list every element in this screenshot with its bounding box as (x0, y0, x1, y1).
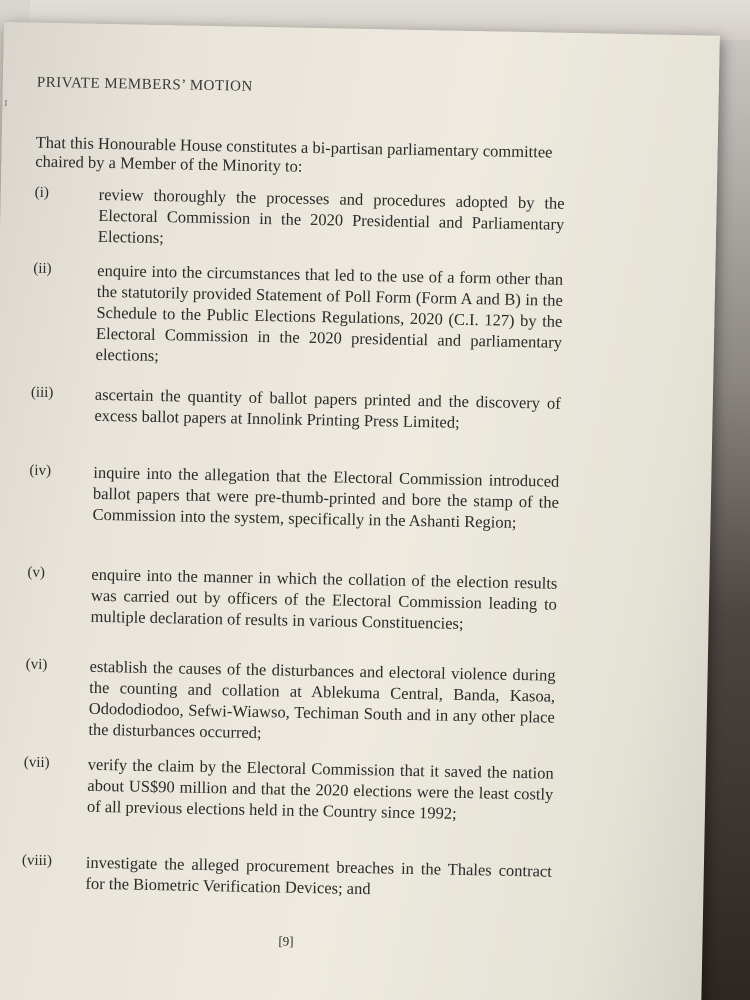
list-item-viii (21, 851, 552, 903)
item-number: (vii) (23, 754, 50, 772)
item-text: enquire into the circumstances that led to the use of a form other than the statutorily provided Statement of Poll Form (Form A and B) in the Schedule to the Public Elections Regulations, 2020 (C.I. 127) by the Electoral Commission in the 2020 presidential and parliamentary elections; (95, 260, 564, 366)
list-item-vi (24, 655, 556, 749)
item-text: ascertain the quantity of ballot papers printed and the discovery of excess ballot papers at Innolink Printing Press Limited; (94, 384, 561, 432)
list-item-iii (30, 383, 561, 435)
list-item-vii (23, 753, 554, 826)
item-number: (ii) (33, 260, 52, 277)
corner-mark: I (4, 98, 8, 109)
item-number: (vi) (25, 656, 48, 673)
page-number: [9] (278, 933, 294, 949)
page-header: PRIVATE MEMBERS’ MOTION (36, 74, 253, 95)
item-number: (viii) (21, 852, 53, 870)
document-page (0, 22, 720, 1000)
item-text: establish the causes of the disturbances and electoral violence during the counting and collation at Ablekuma Central, Banda, Kasoa, Odododiodoo, Sefwi-Wiawso, Techiman South and in any other place the disturbances occurred; (88, 656, 556, 743)
item-text: enquire into the manner in which the collation of the election results was carried out by officers of the Electoral Commission leading to multiple declaration of results in various Constituencies; (90, 564, 558, 633)
item-number: (iv) (29, 462, 52, 479)
intro-paragraph: That this Honourable House constitutes a bi-partisan parliamentary committee chaired by a Member of the Minority to: (35, 132, 553, 176)
item-number: (v) (27, 564, 46, 581)
item-text: inquire into the allegation that the Electoral Commission introduced ballot papers that were pre-thumb-printed and bore the stamp of the Commission into the system, specifically in the Ashanti Region; (92, 462, 560, 532)
item-text: investigate the alleged procurement breaches in the Thales contract for the Biometric Verification Devices; and (85, 852, 552, 899)
list-item-v (26, 563, 557, 636)
list-item-ii (31, 259, 563, 374)
list-item-iv (28, 461, 559, 534)
item-text: verify the claim by the Electoral Commission that it saved the nation about US$90 million and that the 2020 elections were the least costly of all previous elections held in the Country since 1992; (86, 754, 554, 823)
item-number: (iii) (30, 384, 54, 402)
item-text: review thoroughly the processes and procedures adopted by the Electoral Commission in the 2020 Presidential and Parliamentary Elections; (97, 184, 565, 248)
item-number: (i) (34, 184, 50, 201)
list-item-i (34, 183, 565, 256)
